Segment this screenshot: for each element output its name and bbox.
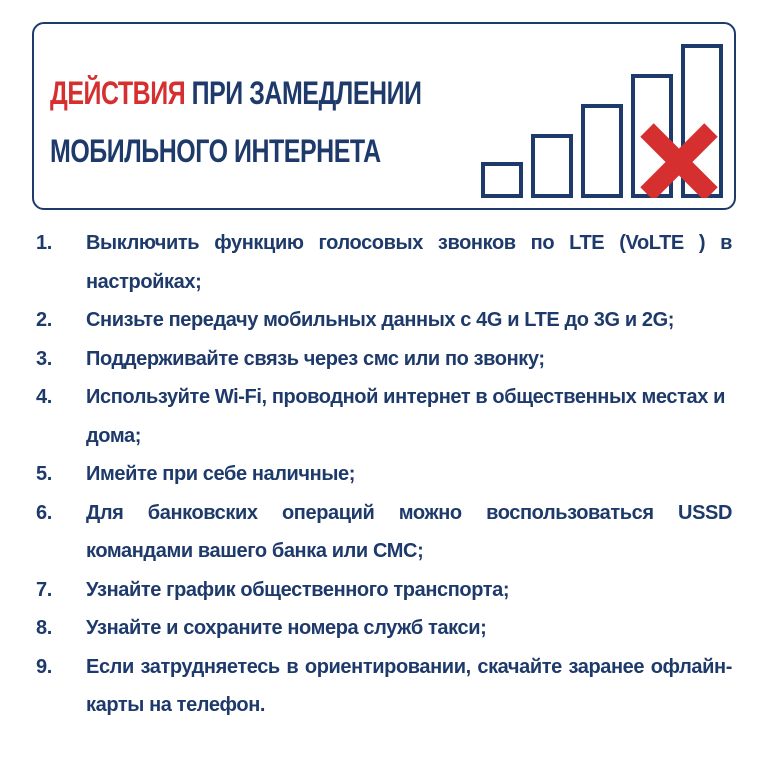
list-item	[36, 494, 732, 571]
list-item-number: 6.	[36, 501, 52, 524]
list-item-number: 5.	[36, 463, 52, 485]
header-box	[32, 22, 736, 210]
list-item-text: Выключить функцию голосовых звонков по LTE (VoLTE ) в настройках;	[86, 232, 732, 293]
title-line1-rest: ПРИ ЗАМЕДЛЕНИИ	[191, 75, 422, 111]
steps-list	[36, 224, 732, 725]
list-item-text: Если затрудняетесь в ориентировании, скачайте заранее офлайн-карты на телефон.	[86, 655, 732, 716]
signal-bars-with-red-x-icon	[479, 38, 729, 198]
list-item-number: 7.	[36, 578, 52, 601]
list-item-number: 2.	[36, 309, 52, 331]
list-item-text: Используйте Wi-Fi, проводной интернет в общественных местах и дома;	[86, 386, 725, 447]
list-item-text: Узнайте и сохраните номера служб такси;	[86, 617, 487, 639]
signal-bar-2	[533, 136, 571, 196]
signal-bar-3	[583, 106, 621, 196]
list-item	[36, 455, 732, 494]
list-item-number: 4.	[36, 386, 52, 408]
title-accent: ДЕЙСТВИЯ	[50, 75, 186, 111]
list-item	[36, 609, 732, 648]
list-item	[36, 224, 732, 301]
title-line2: МОБИЛЬНОГО ИНТЕРНЕТА	[50, 133, 381, 169]
list-item	[36, 378, 732, 455]
list-item	[36, 301, 732, 340]
list-item-text: Узнайте график общественного транспорта;	[86, 578, 510, 601]
list-item-number: 3.	[36, 347, 52, 370]
list-item-text: Для банковских операций можно воспользоваться USSD командами вашего банка или СМС;	[86, 501, 732, 562]
list-item	[36, 571, 732, 610]
list-item-text: Снизьте передачу мобильных данных с 4G и LTE до 3G и 2G;	[86, 309, 675, 331]
list-item-number: 1.	[36, 232, 52, 254]
list-item-number: 8.	[36, 617, 52, 639]
list-item	[36, 340, 732, 379]
page-title	[50, 64, 422, 180]
list-item-text: Имейте при себе наличные;	[86, 463, 355, 485]
list-item	[36, 648, 732, 725]
list-item-text: Поддерживайте связь через смс или по звонку;	[86, 347, 545, 370]
signal-bar-1	[483, 164, 521, 196]
list-item-number: 9.	[36, 655, 52, 678]
